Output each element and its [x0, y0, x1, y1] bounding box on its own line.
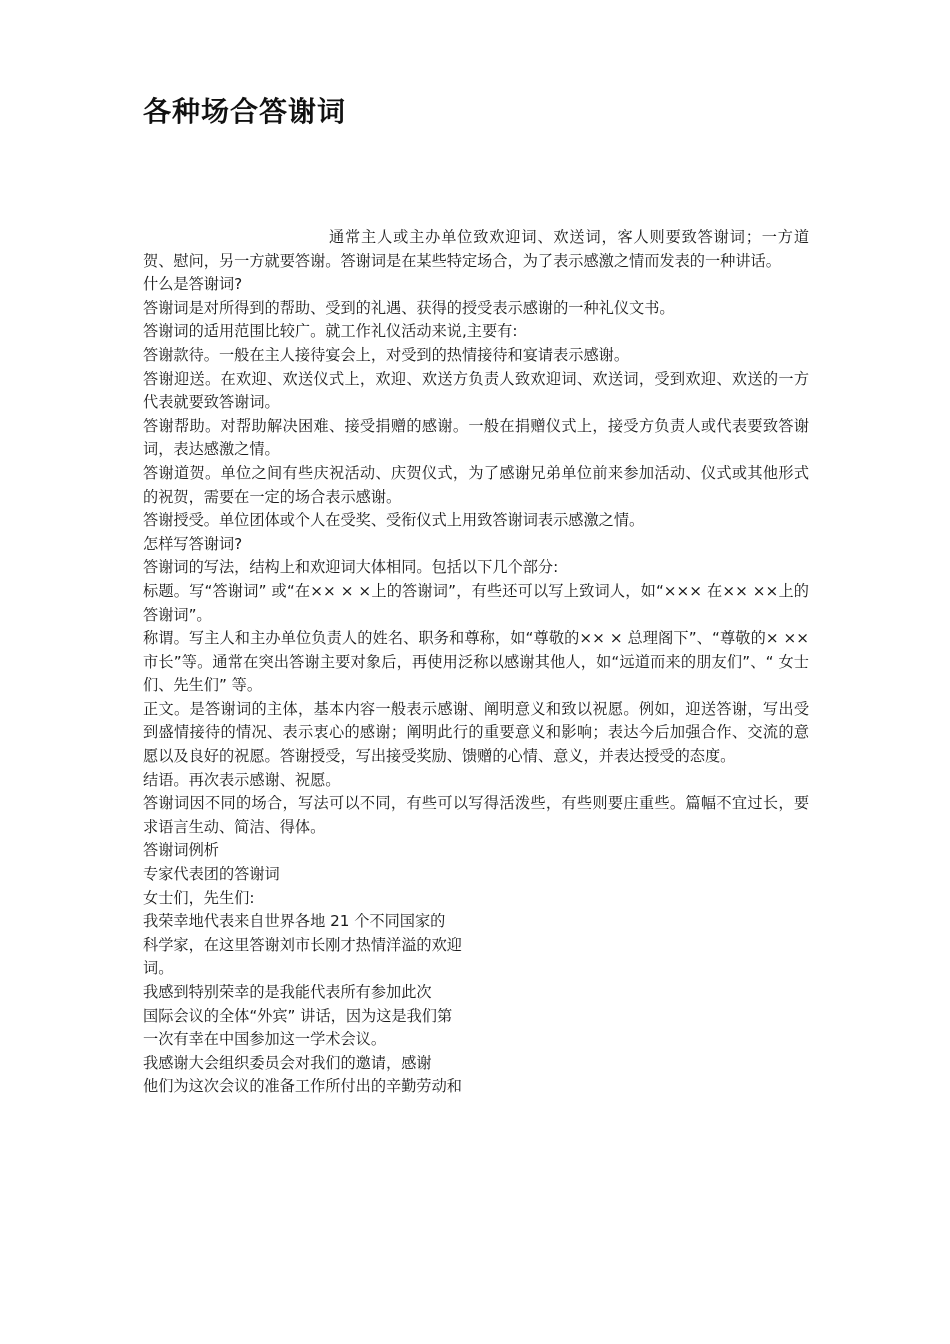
list-item: 答谢道贺。单位之间有些庆祝活动、庆贺仪式，为了感谢兄弟单位前来参加活动、仪式或其他形式的祝贺，需要在一定的场合表示感谢。	[143, 463, 809, 506]
document-body	[143, 226, 809, 1099]
example-line: 我感谢大会组织委员会对我们的邀请，感谢	[143, 1053, 432, 1072]
list-item: 答谢迎送。在欢迎、欢送仪式上，欢迎、欢送方负责人致欢迎词、欢送词，受到欢迎、欢送的一方代表就要致答谢词。	[143, 369, 809, 412]
salutation: 女士们，先生们:	[143, 888, 255, 907]
example-line: 一次有幸在中国参加这一学术会议。	[143, 1030, 386, 1049]
list-item: 答谢款待。一般在主人接待宴会上，对受到的热情接待和宴请表示感谢。	[143, 345, 629, 364]
example-line: 词。	[143, 959, 174, 978]
intro-paragraph: 通常主人或主办单位致欢迎词、欢送词，客人则要致答谢词；一方道贺、慰问，另一方就要答谢。答谢词是在某些特定场合，为了表示感激之情而发表的一种讲话。	[143, 228, 809, 270]
example-line: 我荣幸地代表来自世界各地 21 个不同国家的	[143, 912, 446, 931]
example-line: 国际会议的全体“外宾” 讲话，因为这是我们第	[143, 1006, 453, 1025]
example-title: 专家代表团的答谢词	[143, 865, 280, 884]
section-heading: 答谢词例析	[143, 841, 219, 860]
example-line: 我感到特别荣幸的是我能代表所有参加此次	[143, 983, 432, 1001]
list-item: 答谢授受。单位团体或个人在受奖、受衔仪式上用致答谢词表示感激之情。	[143, 511, 645, 530]
example-line: 他们为这次会议的准备工作所付出的辛勤劳动和	[143, 1077, 462, 1096]
list-item: 正文。是答谢词的主体，基本内容一般表示感谢、阐明意义和致以祝愿。例如，迎送答谢，写出受到盛情接待的情况、表示衷心的感谢；阐明此行的重要意义和影响；表达今后加强合作、交流的意愿以及良好的祝愿。答谢授受，写出接受奖励、馈赠的心情、意义，并表达授受的态度。	[143, 699, 809, 766]
paragraph: 答谢词的适用范围比较广。就工作礼仪活动来说,主要有:	[143, 322, 518, 341]
section-heading: 什么是答谢词?	[143, 275, 243, 294]
section-heading: 怎样写答谢词?	[143, 534, 243, 553]
list-item: 答谢帮助。对帮助解决困难、接受捐赠的感谢。一般在捐赠仪式上，接受方负责人或代表要致答谢词，表达感激之情。	[143, 416, 809, 459]
paragraph: 答谢词是对所得到的帮助、受到的礼遇、获得的授受表示感谢的一种礼仪文书。	[143, 298, 675, 317]
paragraph: 答谢词因不同的场合，写法可以不同，有些可以写得活泼些，有些则要庄重些。篇幅不宜过长，要求语言生动、简洁、得体。	[143, 794, 809, 836]
paragraph: 答谢词的写法，结构上和欢迎词大体相同。包括以下几个部分:	[143, 558, 559, 577]
list-item: 称谓。写主人和主办单位负责人的姓名、职务和尊称，如“尊敬的×× × 总理阁下”、“尊敬的× ××市长”等。通常在突出答谢主要对象后，再使用泛称以感谢其他人，如“远道而来的朋友们”、“ 女士们、先生们” 等。	[143, 629, 809, 695]
document-title: 各种场合答谢词	[143, 95, 347, 128]
list-item: 结语。再次表示感谢、祝愿。	[143, 770, 341, 789]
example-line: 科学家，在这里答谢刘市长刚才热情洋溢的欢迎	[143, 935, 462, 954]
list-item: 标题。写“答谢词” 或“在×× × ×上的答谢词”，有些还可以写上致词人，如“××× 在×× ××上的答谢词”。	[143, 581, 809, 624]
